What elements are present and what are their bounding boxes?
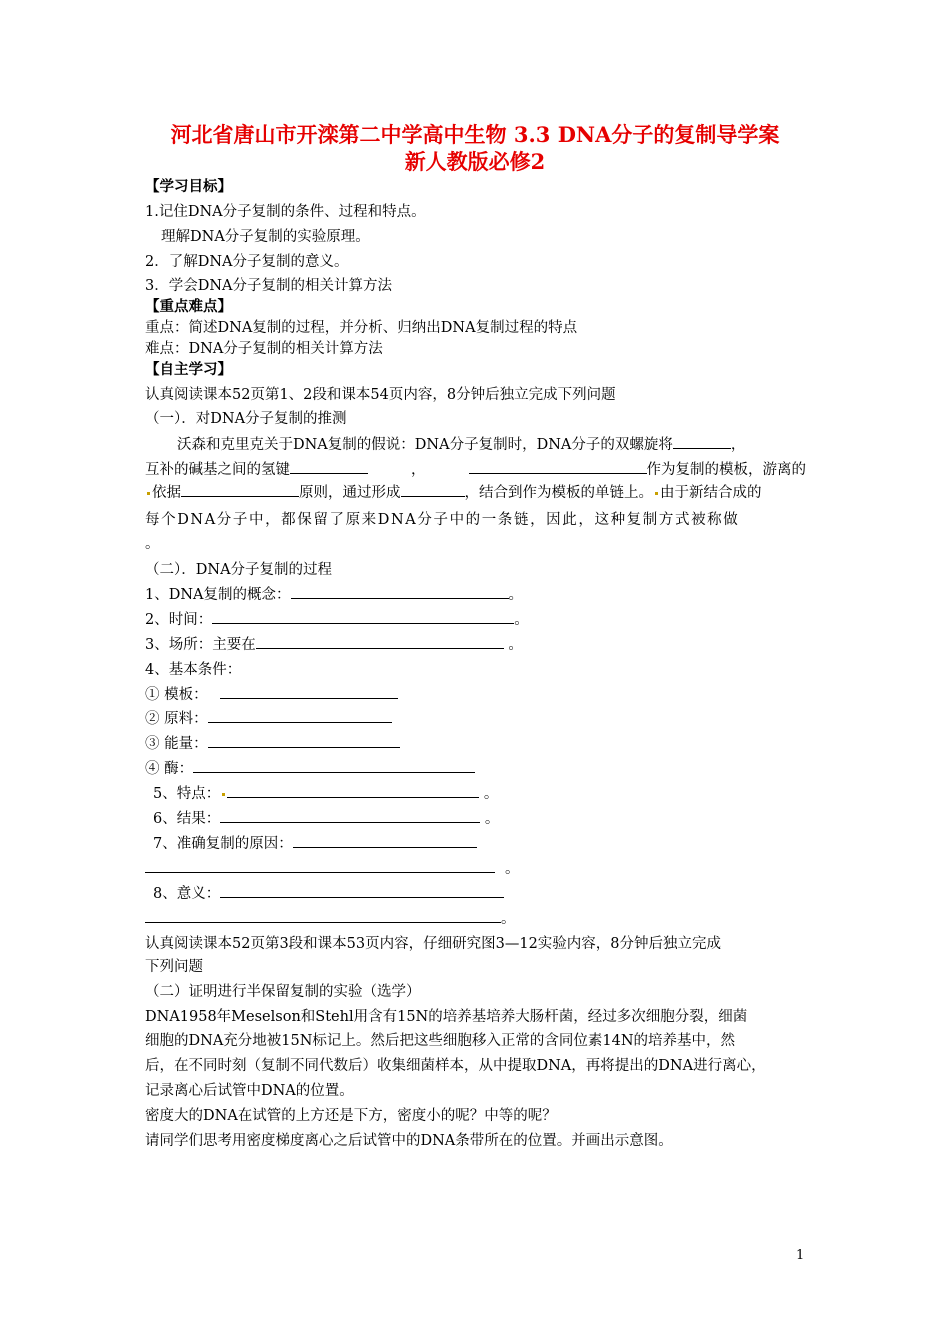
experiment-instruction: 认真阅读课本52页第3段和课本53页内容，仔细研究图3—12实验内容，8分钟后独立完成 bbox=[145, 936, 722, 952]
experiment-paragraph: 后，在不同时刻（复制不同代数后）收集细菌样本，从中提取DNA，再将提出的DNA进行离心， bbox=[145, 1058, 766, 1074]
answer-blank[interactable] bbox=[193, 758, 475, 773]
question-significance: 8、意义： bbox=[153, 883, 504, 905]
answer-blank[interactable] bbox=[227, 783, 479, 798]
hypothesis-line2: 互补的碱基之间的氢键 ， 作为复制的模板，游离的 bbox=[145, 459, 806, 481]
part2-title: （二）．DNA分子复制的过程 bbox=[145, 562, 333, 578]
hypothesis-line4: 每个DNA分子中，都保留了原来DNA分子中的一条链，因此，这种复制方式被称做 bbox=[145, 512, 740, 528]
document-title-line1: 河北省唐山市开滦第二中学高中生物 3.3 DNA分子的复制导学案 bbox=[170, 122, 780, 147]
experiment-title: （二）证明进行半保留复制的实验（选学） bbox=[145, 984, 421, 1000]
key-point: 重点：简述DNA复制的过程，并分析、归纳出DNA复制过程的特点 bbox=[145, 320, 578, 336]
margin-mark bbox=[147, 492, 150, 495]
question-accuracy: 7、准确复制的原因： bbox=[153, 833, 477, 855]
question-time: 2、时间： 。 bbox=[145, 609, 529, 631]
question-conditions: 4、基本条件： bbox=[145, 662, 242, 678]
experiment-paragraph: 细胞的DNA充分地被15N标记上。然后把这些细胞移入正常的含同位素14N的培养基中，然 bbox=[145, 1033, 736, 1049]
part1-title: （一）．对DNA分子复制的推测 bbox=[145, 411, 347, 427]
answer-blank[interactable] bbox=[220, 883, 504, 898]
answer-blank[interactable] bbox=[212, 609, 514, 624]
question-result: 6、结果： 。 bbox=[153, 808, 499, 830]
answer-blank[interactable] bbox=[220, 684, 398, 699]
page-number: 1 bbox=[796, 1248, 805, 1263]
hypothesis-line1: 沃森和克里克关于DNA复制的假说：DNA分子复制时，DNA分子的双螺旋将 ， bbox=[177, 434, 745, 456]
condition-template: ① 模板： bbox=[145, 684, 398, 706]
question-accuracy-continued: 。 bbox=[145, 858, 520, 880]
question-features: 5、特点： 。 bbox=[153, 783, 498, 805]
condition-enzyme: ④ 酶： bbox=[145, 758, 475, 780]
question-significance-continued: 。 bbox=[145, 908, 516, 930]
experiment-paragraph: 记录离心后试管中DNA的位置。 bbox=[145, 1083, 354, 1099]
condition-energy: ③ 能量： bbox=[145, 733, 400, 755]
goal-item: 理解DNA分子复制的实验原理。 bbox=[161, 229, 370, 245]
hypothesis-line5: 。 bbox=[145, 536, 160, 552]
answer-blank[interactable] bbox=[293, 833, 477, 848]
answer-blank[interactable] bbox=[673, 434, 731, 449]
self-study-heading: 【自主学习】 bbox=[145, 361, 232, 378]
answer-blank[interactable] bbox=[181, 482, 299, 497]
answer-blank[interactable] bbox=[290, 459, 368, 474]
goal-item: 3．学会DNA分子复制的相关计算方法 bbox=[145, 278, 393, 294]
answer-blank[interactable] bbox=[401, 482, 465, 497]
answer-blank[interactable] bbox=[208, 733, 400, 748]
experiment-question: 请同学们思考用密度梯度离心之后试管中的DNA条带所在的位置。并画出示意图。 bbox=[145, 1133, 673, 1149]
question-location: 3、场所：主要在 。 bbox=[145, 634, 523, 656]
answer-blank[interactable] bbox=[145, 858, 495, 873]
answer-blank[interactable] bbox=[208, 708, 392, 723]
answer-blank[interactable] bbox=[145, 908, 501, 923]
experiment-paragraph: DNA1958年Meselson和Stehl用含有15N的培养基培养大肠杆菌，经过多次细胞分裂，细菌 bbox=[145, 1009, 748, 1025]
goals-heading: 【学习目标】 bbox=[145, 178, 232, 195]
margin-mark bbox=[222, 793, 225, 796]
experiment-question: 密度大的DNA在试管的上方还是下方，密度小的呢？中等的呢？ bbox=[145, 1108, 557, 1124]
margin-mark bbox=[655, 492, 658, 495]
answer-blank[interactable] bbox=[291, 584, 509, 599]
answer-blank[interactable] bbox=[256, 634, 504, 649]
goal-item: 2．了解DNA分子复制的意义。 bbox=[145, 254, 349, 270]
hypothesis-line3: 依据 原则，通过形成 ，结合到作为模板的单链上。 由于新结合成的 bbox=[145, 482, 762, 504]
answer-blank[interactable] bbox=[469, 459, 647, 474]
difficult-point: 难点：DNA分子复制的相关计算方法 bbox=[145, 341, 383, 357]
answer-blank[interactable] bbox=[220, 808, 480, 823]
key-points-heading: 【重点难点】 bbox=[145, 298, 232, 315]
document-title-line2: 新人教版必修2 bbox=[404, 149, 546, 174]
goal-item: 1.记住DNA分子复制的条件、过程和特点。 bbox=[145, 204, 426, 220]
condition-material: ② 原料： bbox=[145, 708, 392, 730]
self-study-instruction: 认真阅读课本52页第1、2段和课本54页内容，8分钟后独立完成下列问题 bbox=[145, 387, 616, 403]
question-concept: 1、DNA复制的概念： 。 bbox=[145, 584, 523, 606]
experiment-instruction-continued: 下列问题 bbox=[145, 959, 203, 975]
